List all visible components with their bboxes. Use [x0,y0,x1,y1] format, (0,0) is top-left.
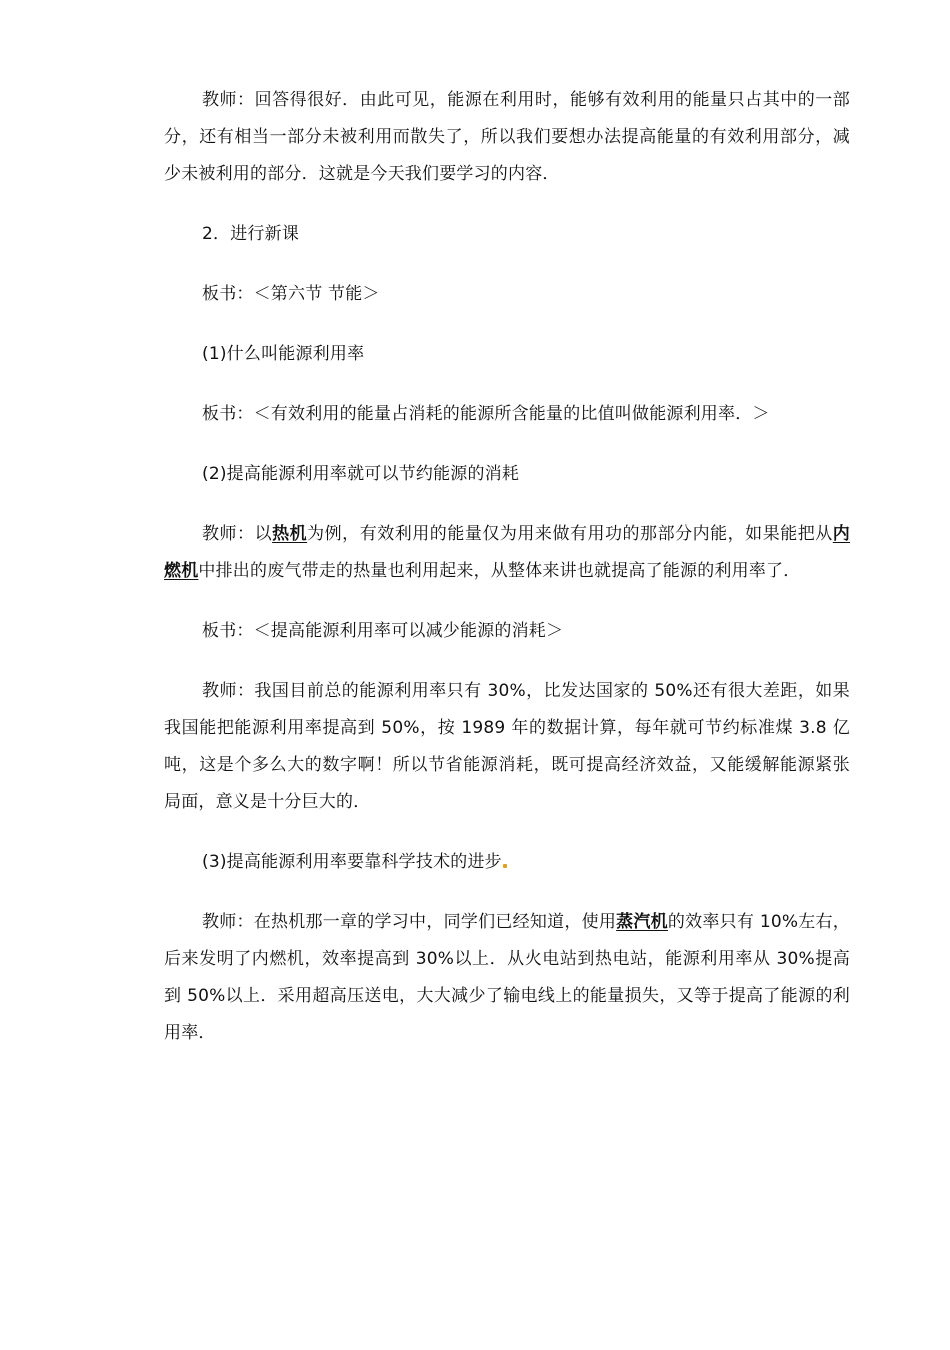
subheading-2 [164,456,850,493]
subheading-text: (1)什么叫能源利用率 [202,344,365,364]
marker-dot-icon [503,864,507,868]
blackboard-text: 板书：＜提高能源利用率可以减少能源的消耗＞ [202,621,564,641]
paragraph-text-part: 教师：以 [202,524,273,544]
keyword-link[interactable]: 内燃机 [164,524,850,581]
subheading-text: (3)提高能源利用率要靠科学技术的进步 [202,852,502,872]
keyword-link[interactable]: 热机 [272,524,308,544]
blackboard-reduce [164,613,850,650]
paragraph-text-part: 为例，有效利用的能量仅为用来做有用功的那部分内能，如果能把从 [307,524,833,544]
subheading-text: (2)提高能源利用率就可以节约能源的消耗 [202,464,520,484]
paragraph-heat-engine [164,516,850,590]
paragraph-text-part: 中排出的废气带走的热量也利用起来，从整体来讲也就提高了能源的利用率了． [198,561,801,581]
keyword-link[interactable]: 蒸汽机 [616,912,668,932]
paragraph-steam-engine [164,904,850,1052]
section-heading-new-lesson [164,216,850,253]
paragraph-teacher-intro [164,82,850,193]
paragraph-text-part: 的效率只有 10%左右，后来发明了内燃机，效率提高到 30%以上．从火电站到热电站，能源利用率从 30%提高到 50%以上．采用超高压送电，大大减少了输电线上的能量损失，又等于提高了能源的利用率． [164,912,850,1043]
paragraph-text: 教师：回答得很好．由此可见，能源在利用时，能够有效利用的能量只占其中的一部分，还有相当一部分未被利用而散失了，所以我们要想办法提高能量的有效利用部分，减少未被利用的部分．这就是今天我们要学习的内容． [164,90,850,184]
paragraph-text-part: 教师：在热机那一章的学习中，同学们已经知道，使用 [202,912,617,932]
blackboard-text: 板书：＜有效利用的能量占消耗的能源所含能量的比值叫做能源利用率．＞ [202,404,770,424]
paragraph-text: 教师：我国目前总的能源利用率只有 30%，比发达国家的 50%还有很大差距，如果我国能把能源利用率提高到 50%，按 1989 年的数据计算，每年就可节约标准煤 3.8 亿吨，这是个多么大的数字啊！所以节省能源消耗，既可提高经济效益，又能缓解能源紧张局面，意义是十分巨大的． [164,681,850,812]
subheading-3 [164,844,850,881]
blackboard-text: 板书：＜第六节 节能＞ [202,284,380,304]
blackboard-definition [164,396,850,433]
heading-text: 2．进行新课 [202,224,300,244]
subheading-1 [164,336,850,373]
blackboard-title [164,276,850,313]
document-body [164,82,850,1075]
paragraph-national-rate [164,673,850,821]
